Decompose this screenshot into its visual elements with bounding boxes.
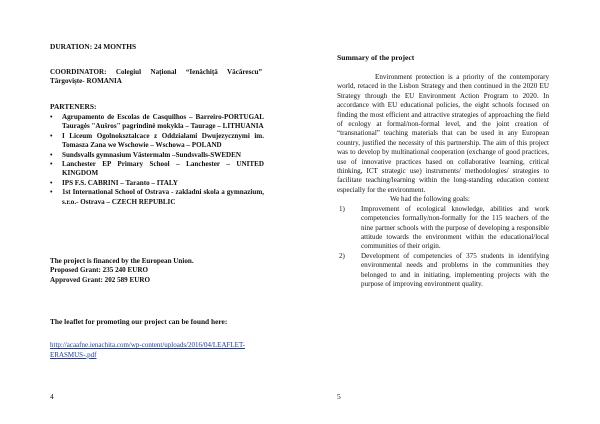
financed-line: The project is financed by the European Union. [50,257,194,265]
goals-intro: We had the following goals: [390,195,470,204]
partner-item [50,188,264,207]
approved-grant: Approved Grant: 202 589 EURO [50,275,150,284]
partner-text: 1st International School of Ostrava - zakladni skola a gymnazium, s.r.o.- Ostrava – CZECH REPUBLIC [62,188,264,206]
summary-paragraph: Environment protection is a priority of the contemporary world, retaced in the Lisbon Strategy and then continued in the 2020 EU Strategy through the EU Environment Action Program to 2020. In accordance with EU educational policies, the eight schools focused on finding the most efficient and attractive strategies of approaching the field of ecology at formal/non-formal level, and the joint creation of “transnational” teaching materials that can be used in any European country, justified the necessity of this partnership. The aim of this project was to develop by multinational cooperation (exchange of good practices, use of innovative practices based on collaborative learning, critical thinking, ICT strategic use) instruments/ methodologies/ strategies to facilitate teaching/learning within the long-standing education context especially for the environment. [337,73,549,194]
partner-item [50,179,264,188]
goal-text: Improvement of ecological knowledge, abilities and work competencies formally/non-formally for the 115 teachers of the nine partner schools with the purpose of developing a responsible attitude towards the environment within the educational/local communities of their origin. [361,204,549,251]
partners-list [50,113,264,207]
bullet-icon: • [50,113,53,121]
bullet-icon: • [50,150,53,159]
goals-list [337,205,549,290]
partner-text: Lanchester EP Primary School – Lanchester – UNITED KINGDOM [62,160,264,178]
summary-heading: Summary of the project [337,53,415,62]
leaflet-link[interactable]: http://acaafne.ienachita.com/wp-content/uploads/2016/04/LEAFLET-ERASMUS-.pdf [50,341,245,359]
coordinator-line: COORDINATOR: Colegiul Național “Ienăchiță Văcărescu” Târgoviște- ROMANIA [50,68,262,86]
partner-text: Agrupamento de Escolas de Casquilhos – Barreiro-PORTUGAL Tauragės "Aušros" pagrindinė mokykla – Taurage – LITHUANIA [62,113,264,131]
partner-item [50,132,264,151]
page-number-left: 4 [50,392,54,401]
partner-text: IPS F.S. CABRINI – Taranto – ITALY [62,178,179,187]
summary-body [337,73,549,289]
bullet-icon: • [50,188,53,197]
partner-item [50,113,264,132]
partner-text: I Liceum Ogolnoksztalcace z Oddzialami Dwujezycznymi im. Tomasza Zana we Wschowie – Wschowa – POLAND [62,131,264,150]
goal-item [337,205,549,252]
duration-line: DURATION: 24 MONTHS [50,42,137,51]
goal-text: Development of competencies of 375 students in identifying environmental needs and problems in the communities they belonged to and in initiating, implementing projects with the purpose of improving environment quality. [361,251,549,288]
parteners-heading: PARTENERS: [50,102,97,111]
right-page [300,0,600,424]
bullet-icon: • [50,160,53,169]
leaflet-message: The leaflet for promoting our project can be found here: [50,317,228,326]
bullet-icon: • [50,131,53,140]
proposed-grant: Proposed Grant: 235 240 EURO [50,266,148,275]
goal-number: 1) [339,204,345,213]
goal-number: 2) [339,251,345,260]
bullet-icon: • [50,178,53,187]
partner-item [50,151,264,160]
partner-text: Sundsvalls gymnasium Västermalm –Sundsvalls-SWEDEN [62,150,242,159]
goal-item [337,252,549,290]
partner-item [50,160,264,179]
page-number-right: 5 [337,392,341,401]
grant-info [50,257,264,285]
